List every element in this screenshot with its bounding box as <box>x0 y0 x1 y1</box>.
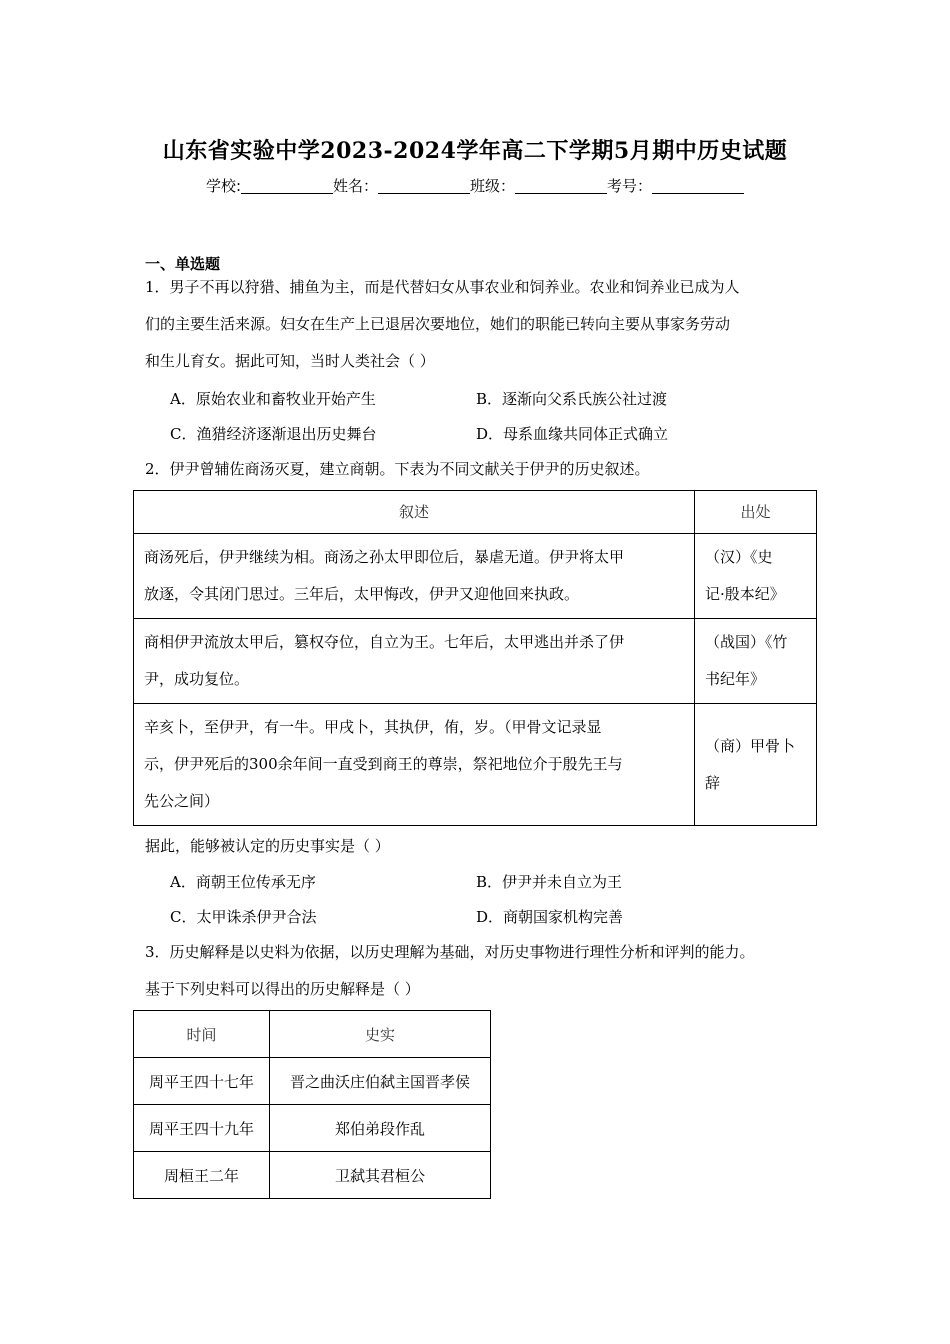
q2-row3-desc-line1: 辛亥卜，至伊尹，有一牛。甲戌卜，其执伊，侑，岁。（甲骨文记录显 <box>144 718 602 736</box>
student-info-line <box>0 175 950 196</box>
q1-option-d[interactable]: D．母系血缘共同体正式确立 <box>476 425 669 443</box>
q2-row3-desc <box>134 704 695 826</box>
table-row <box>134 1058 491 1105</box>
name-label: 姓名： <box>333 177 379 195</box>
q2-row2-source <box>695 619 817 704</box>
q2-row3-source-line1: （商）甲骨卜 <box>705 736 796 755</box>
q2-table-header <box>134 491 817 534</box>
table-row <box>134 1105 491 1152</box>
q2-row1-source-line2: 记·殷本纪》 <box>705 585 785 603</box>
exam-no-label: 考号： <box>607 177 653 195</box>
q2-row3-source <box>695 704 817 826</box>
q2-row1-source <box>695 534 817 619</box>
q2-stem: 2．伊尹曾辅佐商汤灭夏，建立商朝。下表为不同文献关于伊尹的历史叙述。 <box>145 460 650 478</box>
class-blank[interactable] <box>515 178 607 194</box>
q2-after-text: 据此，能够被认定的历史事实是（ ） <box>145 837 390 855</box>
q1-stem <box>145 269 815 380</box>
section-title: 一、单选题 <box>145 255 221 273</box>
exam-no-blank[interactable] <box>652 178 744 194</box>
q2-row1-desc <box>134 534 695 619</box>
q1-stem-line1: 1．男子不再以狩猎、捕鱼为主，而是代替妇女从事农业和饲养业。农业和饲养业已成为人 <box>145 278 740 296</box>
school-label: 学校: <box>205 177 241 195</box>
q1-stem-line2: 们的主要生活来源。妇女在生产上已退居次要地位，她们的职能已转向主要从事家务劳动 <box>145 315 731 333</box>
table-row <box>134 704 817 826</box>
q2-row2-desc-line2: 尹，成功复位。 <box>144 670 250 688</box>
name-blank[interactable] <box>378 178 470 194</box>
q3-table-header <box>134 1011 491 1058</box>
q1-option-b[interactable]: B．逐渐向父系氏族公社过渡 <box>476 390 668 408</box>
q2-option-c[interactable]: C．太甲诛杀伊尹合法 <box>170 908 317 926</box>
q3-row2-time: 周平王四十九年 <box>134 1105 270 1152</box>
q1-option-a[interactable]: A．原始农业和畜牧业开始产生 <box>170 390 376 408</box>
q2-row1-desc-line1: 商汤死后，伊尹继续为相。商汤之孙太甲即位后，暴虐无道。伊尹将太甲 <box>144 548 625 566</box>
q2-row1-source-line1: （汉）《史 <box>705 548 773 566</box>
q2-row2-desc-line1: 商相伊尹流放太甲后，篡权夺位，自立为王。七年后，太甲逃出并杀了伊 <box>144 633 625 651</box>
q2-row2-desc <box>134 619 695 704</box>
q2-row3-desc-line3: 先公之间） <box>144 792 220 810</box>
q3-row2-fact: 郑伯弟段作乱 <box>270 1105 491 1152</box>
table-row <box>134 534 817 619</box>
q2-option-b[interactable]: B．伊尹并未自立为王 <box>476 873 623 891</box>
q3-row3-fact: 卫弑其君桓公 <box>270 1152 491 1199</box>
q2-row2-source-line2: 书纪年》 <box>705 670 766 688</box>
q2-row3-source-line2: 辞 <box>705 773 721 792</box>
q3-row3-time: 周桓王二年 <box>134 1152 270 1199</box>
q3-table <box>133 1010 491 1199</box>
q3-row1-time: 周平王四十七年 <box>134 1058 270 1105</box>
school-blank[interactable] <box>241 178 333 194</box>
q3-stem-line1: 3．历史解释是以史料为依据，以历史理解为基础，对历史事物进行理性分析和评判的能力。 <box>145 943 755 961</box>
q3-row1-fact: 晋之曲沃庄伯弑主国晋孝侯 <box>270 1058 491 1105</box>
q2-header-source: 出处 <box>695 491 817 534</box>
table-row <box>134 619 817 704</box>
page-title: 山东省实验中学2023-2024学年高二下学期5月期中历史试题 <box>162 138 788 164</box>
q2-option-a[interactable]: A．商朝王位传承无序 <box>170 873 316 891</box>
q2-option-d[interactable]: D．商朝国家机构完善 <box>476 908 624 926</box>
q3-header-time: 时间 <box>134 1011 270 1058</box>
q2-header-desc: 叙述 <box>134 491 695 534</box>
q2-row1-desc-line2: 放逐，令其闭门思过。三年后，太甲悔改，伊尹又迎他回来执政。 <box>144 585 580 603</box>
q3-stem-line2: 基于下列史料可以得出的历史解释是（ ） <box>145 980 420 998</box>
q2-row3-desc-line2: 示，伊尹死后的300余年间一直受到商王的尊崇，祭祀地位介于殷先王与 <box>144 755 623 773</box>
q3-header-fact: 史实 <box>270 1011 491 1058</box>
q1-option-c[interactable]: C．渔猎经济逐渐退出历史舞台 <box>170 425 377 443</box>
table-row <box>134 1152 491 1199</box>
q2-table <box>133 490 817 826</box>
class-label: 班级： <box>470 177 516 195</box>
q2-row2-source-line1: （战国）《竹 <box>705 633 788 651</box>
q1-stem-line3: 和生儿育女。据此可知，当时人类社会（ ） <box>145 352 435 370</box>
